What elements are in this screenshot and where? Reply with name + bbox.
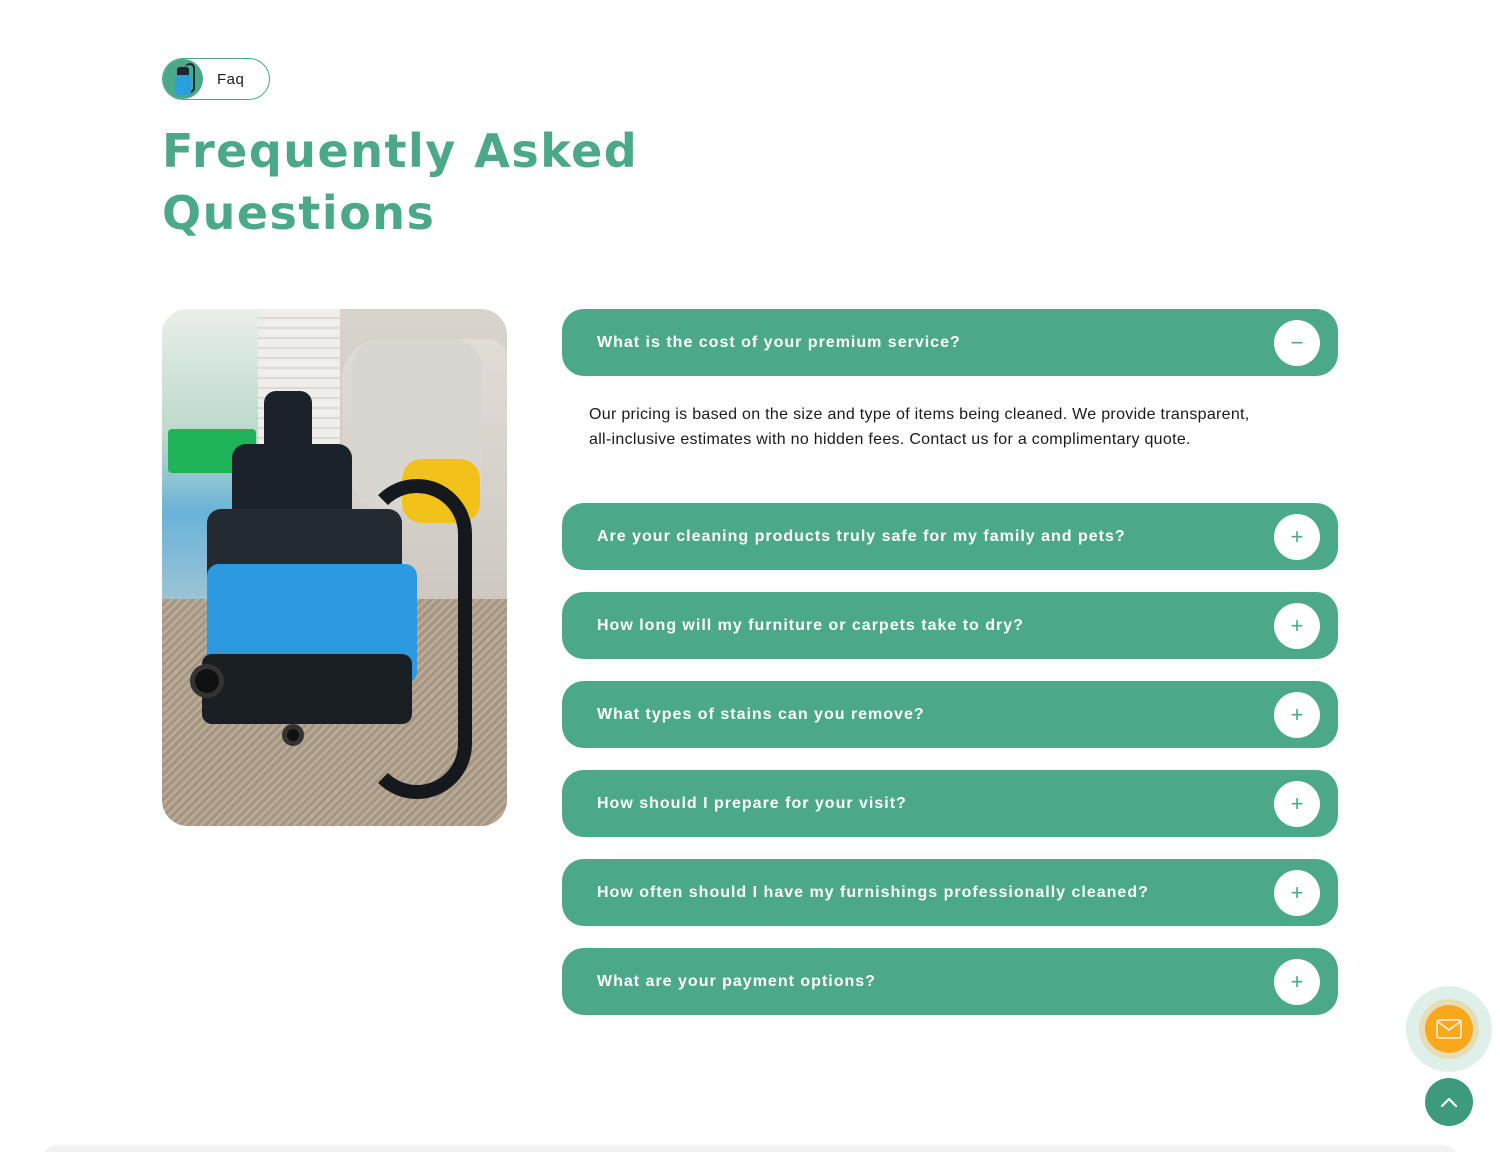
faq-question: How should I prepare for your visit?	[597, 794, 907, 812]
plus-icon[interactable]: +	[1274, 781, 1320, 827]
plus-icon[interactable]: +	[1274, 959, 1320, 1005]
faq-item-stains[interactable]	[562, 681, 1338, 748]
minus-icon[interactable]: −	[1274, 320, 1320, 366]
faq-item-safety[interactable]	[562, 503, 1338, 570]
faq-question: What is the cost of your premium service?	[597, 333, 961, 351]
plus-icon[interactable]: +	[1274, 603, 1320, 649]
faq-item-frequency[interactable]	[562, 859, 1338, 926]
faq-item-payment[interactable]	[562, 948, 1338, 1015]
vacuum-avatar-icon	[163, 59, 203, 99]
faq-question: How long will my furniture or carpets take to dry?	[597, 616, 1024, 634]
faq-question: What are your payment options?	[597, 972, 876, 990]
faq-item-prepare[interactable]	[562, 770, 1338, 837]
faq-question: Are your cleaning products truly safe for my family and pets?	[597, 527, 1126, 545]
cleaning-machine-photo	[162, 309, 507, 826]
mail-button[interactable]	[1425, 1005, 1473, 1053]
chevron-up-icon	[1440, 1096, 1458, 1108]
section-title: Frequently Asked Questions	[162, 124, 639, 240]
faq-item-drying[interactable]	[562, 592, 1338, 659]
faq-answer: Our pricing is based on the size and type of items being cleaned. We provide transparent, all-inclusive estimates with no hidden fees. Contact us for a complimentary quote.	[589, 406, 1250, 448]
envelope-icon	[1436, 1019, 1462, 1039]
plus-icon[interactable]: +	[1274, 514, 1320, 560]
mail-button-halo	[1406, 986, 1492, 1072]
footer-edge	[40, 1145, 1460, 1152]
faq-accordion	[562, 309, 1338, 1015]
scroll-top-button[interactable]	[1425, 1078, 1473, 1126]
faq-item-cost[interactable]	[562, 309, 1338, 376]
faq-question: What types of stains can you remove?	[597, 705, 925, 723]
faq-badge	[162, 58, 270, 100]
faq-badge-label: Faq	[217, 70, 245, 88]
plus-icon[interactable]: +	[1274, 692, 1320, 738]
faq-question: How often should I have my furnishings professionally cleaned?	[597, 883, 1149, 901]
plus-icon[interactable]: +	[1274, 870, 1320, 916]
